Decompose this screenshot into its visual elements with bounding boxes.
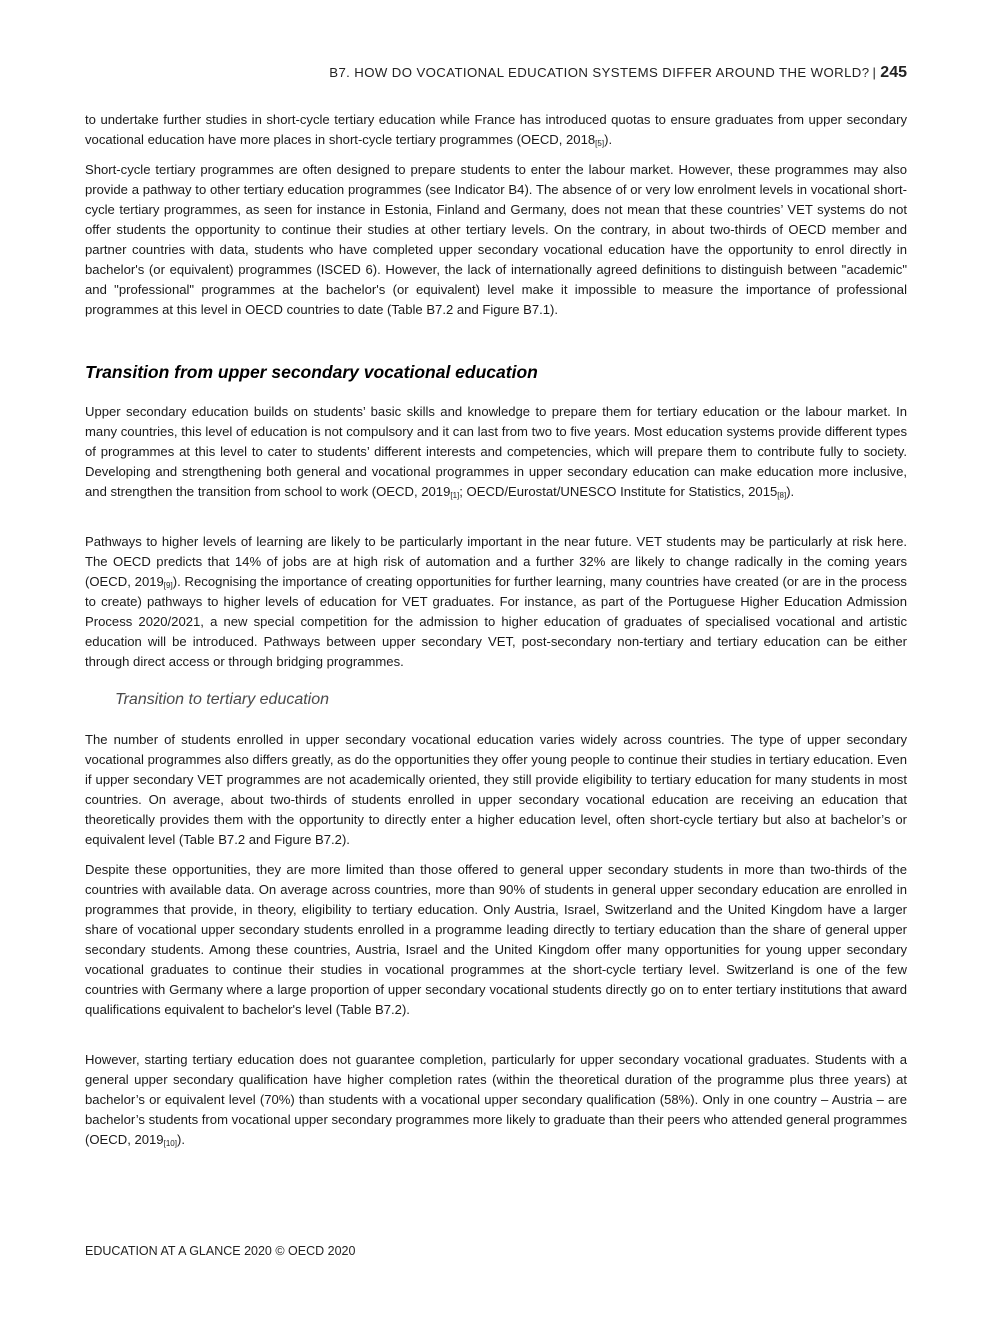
running-header (329, 64, 907, 82)
paragraph-short-cycle-quotas: to undertake further studies in short-cycle tertiary education while France has introduced quotas to ensure graduates from upper secondary vocational education have more places in short-cycle tertiary programmes (OECD, $2018_{[5]}$). (85, 112, 907, 148)
header-separator: | (872, 65, 877, 80)
subsection-heading: Transition to tertiary education (115, 691, 330, 708)
citation-ref: [9] (163, 581, 173, 590)
citation-ref: [5] (595, 139, 605, 148)
citation-ref: [8] (777, 491, 787, 500)
paragraph-upper-secondary: Upper secondary education builds on students’ basic skills and knowledge to prepare them for tertiary education or the labour market. In many countries, this level of education is not compulsory and it can last from two to five years. Most education systems provide different types of programmes at this level to cater to students’ different interests and competencies, which will prepare them to contribute fully to society. Developing and strengthening both general and vocational programmes in upper secondary education can make education more inclusive, and strengthen the transition from school to work (OECD, $2019_{[1]}$; OECD/Eurostat/UNESCO Institute for Statistics, $2015_{[8]}$). (85, 404, 907, 500)
paragraph-pathways: Pathways to higher levels of learning are likely to be particularly important in the near future. VET students may be particularly at risk here. The OECD predicts that 14% of jobs are at high risk of automation and a further 32% are likely to change radically in the coming years (OECD, $2019_{[9]}$). Recognising the importance of creating opportunities for further learning, many countries have created (or are in the process to create) pathways to higher levels of education for VET graduates. For instance, as part of the Portuguese Higher Education Admission Process 2020/2021, a new special competition for the admission to higher education of graduates of specialised vocational and artistic education will be introduced. Pathways between upper secondary VET, post-secondary non-tertiary and tertiary education can be either through direct access or through bridging programmes. (85, 534, 907, 669)
paragraph-opportunities: Despite these opportunities, they are more limited than those offered to general upper secondary students in more than two-thirds of the countries with available data. On average across countries, more than 90% of students in general upper secondary education are enrolled in programmes that provide, in theory, eligibility to tertiary education. Only Austria, Israel, Switzerland and the United Kingdom have a larger share of vocational upper secondary students enrolled in a programme leading directly to tertiary education than the share of general upper secondary students. Among these countries, Austria, Israel and the United Kingdom offer many opportunities for young upper secondary vocational graduates to continue their studies in vocational programmes at the short-cycle tertiary level. Switzerland is one of the few countries with Germany where a large proportion of upper secondary vocational students directly go on to enter tertiary institutions that award qualifications equivalent to bachelor's level (Table B7.2). (85, 862, 907, 1017)
page-number: 245 (880, 64, 907, 81)
citation-ref: [1] (450, 491, 460, 500)
page-footer: EDUCATION AT A GLANCE 2020 © OECD 2020 (85, 1244, 356, 1258)
citation-ref: [10] (163, 1139, 177, 1148)
running-title: B7. HOW DO VOCATIONAL EDUCATION SYSTEMS DIFFER AROUND THE WORLD? (329, 65, 870, 80)
paragraph-enrolment: The number of students enrolled in upper secondary vocational education varies widely across countries. The type of upper secondary vocational programmes also differs greatly, as do the opportunities they offer young people to continue their studies in tertiary education. Even if upper secondary VET programmes are not academically oriented, they still provide eligibility to tertiary education for many students in most countries. On average, about two-thirds of students enrolled in upper secondary vocational education are receiving an education that theoretically provides them with the opportunity to directly enter a higher education level, often short-cycle tertiary but also at bachelor’s or equivalent level (Table B7.2 and Figure B7.2). (85, 732, 907, 847)
paragraph-short-cycle-programmes: Short-cycle tertiary programmes are often designed to prepare students to enter the labour market. However, these programmes may also provide a pathway to other tertiary education programmes (see Indicator B4). The absence of or very low enrolment levels in vocational short-cycle tertiary programmes, as seen for instance in Estonia, Finland and Germany, does not mean that these countries’ VET systems do not offer students the opportunity to continue their studies at other tertiary levels. On the contrary, in about two-thirds of OECD member and partner countries with data, students who have completed upper secondary vocational education have the opportunity to enrol directly in bachelor's (or equivalent) programmes (ISCED 6). However, the lack of internationally agreed definitions to distinguish between "academic" and "professional" programmes at the bachelor's (or equivalent) level make it impossible to measure the importance of professional programmes at this level in OECD countries to date (Table B7.2 and Figure B7.1). (85, 162, 907, 317)
section-heading: Transition from upper secondary vocational education (85, 362, 538, 382)
paragraph-completion: However, starting tertiary education does not guarantee completion, particularly for upper secondary vocational graduates. Students with a general upper secondary qualification have higher completion rates (within the theoretical duration of the programme plus three years) at bachelor’s or equivalent level (70%) than students with a vocational upper secondary qualification (58%). Only in one country – Austria – are bachelor’s students from vocational upper secondary programmes more likely to graduate than their peers who attended general programmes (OECD, $2019_{[10]}$). (85, 1052, 907, 1148)
